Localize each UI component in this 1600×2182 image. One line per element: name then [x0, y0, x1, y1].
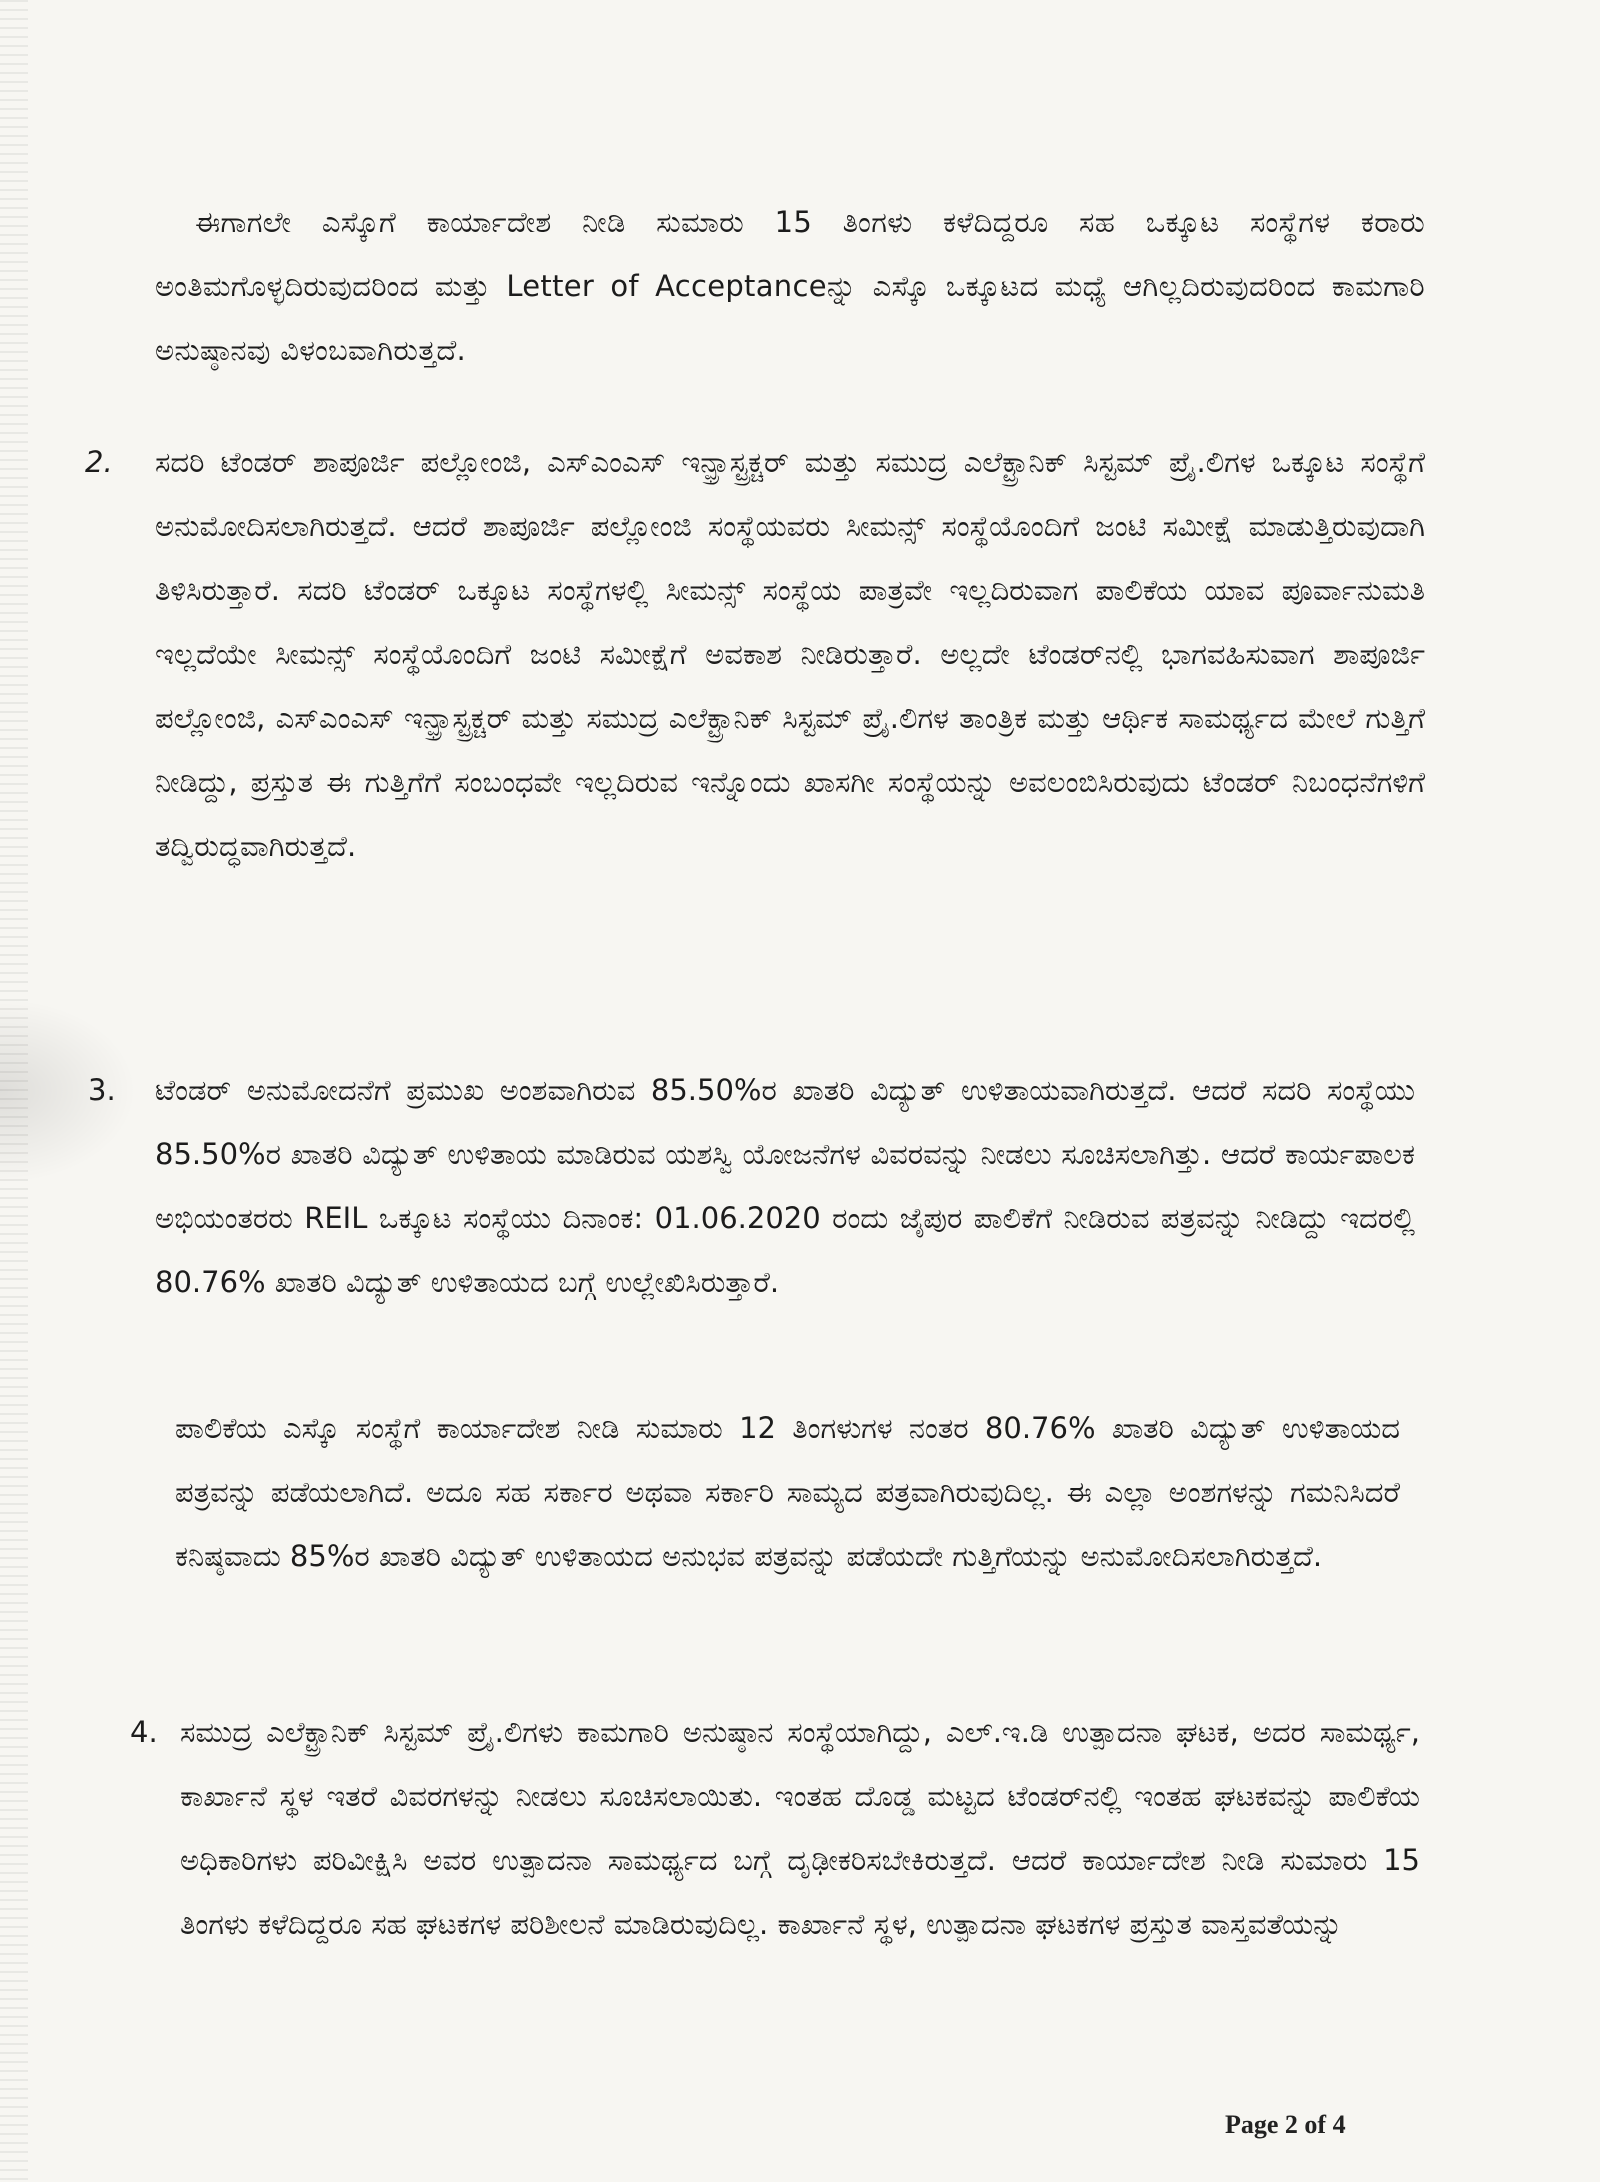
scan-edge: [0, 0, 28, 2182]
item-number: 4.: [130, 1715, 158, 1749]
intro-paragraph: ಈಗಾಗಲೇ ಎಸ್ಕೊಗೆ ಕಾರ್ಯಾದೇಶ ನೀಡಿ ಸುಮಾರು 15 ತಿಂಗಳು ಕಳೆದಿದ್ದರೂ ಸಹ ಒಕ್ಕೂಟ ಸಂಸ್ಥೆಗಳ ಕರಾರು ಅಂತಿಮಗೊಳ್ಳದಿರುವುದರಿಂದ ಮತ್ತು Letter of Acceptanceನ್ನು ಎಸ್ಕೊ ಒಕ್ಕೂಟದ ಮಧ್ಯೆ ಆಗಿಲ್ಲದಿರುವುದರಿಂದ ಕಾಮಗಾರಿ ಅನುಷ್ಠಾನವು ವಿಳಂಬವಾಗಿರುತ್ತದೆ.: [155, 205, 1425, 367]
page-number: Page 2 of 4: [1225, 2110, 1346, 2139]
item-paragraph: ಸದರಿ ಟೆಂಡರ್ ಶಾಪೂರ್ಜಿ ಪಲ್ಲೋಂಜಿ, ಎಸ್‌ಎಂಎಸ್ ಇನ್ಫ್ರಾಸ್ಟ್ರಕ್ಚರ್ ಮತ್ತು ಸಮುದ್ರ ಎಲೆಕ್ಟ್ರಾನಿಕ್ ಸಿಸ್ಟಮ್ ಪ್ರೈ.ಲಿಗಳ ಒಕ್ಕೂಟ ಸಂಸ್ಥೆಗೆ ಅನುಮೋದಿಸಲಾಗಿರುತ್ತದೆ. ಆದರೆ ಶಾಪೂರ್ಜಿ ಪಲ್ಲೋಂಜಿ ಸಂಸ್ಥೆಯವರು ಸೀಮನ್ಸ್ ಸಂಸ್ಥೆಯೊಂದಿಗೆ ಜಂಟಿ ಸಮೀಕ್ಷೆ ಮಾಡುತ್ತಿರುವುದಾಗಿ ತಿಳಿಸಿರುತ್ತಾರೆ. ಸದರಿ ಟೆಂಡರ್ ಒಕ್ಕೂಟ ಸಂಸ್ಥೆಗಳಲ್ಲಿ ಸೀಮನ್ಸ್ ಸಂಸ್ಥೆಯ ಪಾತ್ರವೇ ಇಲ್ಲದಿರುವಾಗ ಪಾಲಿಕೆಯ ಯಾವ ಪೂರ್ವಾನುಮತಿ ಇಲ್ಲದೆಯೇ ಸೀಮನ್ಸ್ ಸಂಸ್ಥೆಯೊಂದಿಗೆ ಜಂಟಿ ಸಮೀಕ್ಷೆಗೆ ಅವಕಾಶ ನೀಡಿರುತ್ತಾರೆ. ಅಲ್ಲದೇ ಟೆಂಡರ್‌ನಲ್ಲಿ ಭಾಗವಹಿಸುವಾಗ ಶಾಪೂರ್ಜಿ ಪಲ್ಲೋಂಜಿ, ಎಸ್‌ಎಂಎಸ್ ಇನ್ಫ್ರಾಸ್ಟ್ರಕ್ಚರ್ ಮತ್ತು ಸಮುದ್ರ ಎಲೆಕ್ಟ್ರಾನಿಕ್ ಸಿಸ್ಟಮ್ ಪ್ರೈ.ಲಿಗಳ ತಾಂತ್ರಿಕ ಮತ್ತು ಆರ್ಥಿಕ ಸಾಮರ್ಥ್ಯದ ಮೇಲೆ ಗುತ್ತಿಗೆ ನೀಡಿದ್ದು, ಪ್ರಸ್ತುತ ಈ ಗುತ್ತಿಗೆಗೆ ಸಂಬಂಧವೇ ಇಲ್ಲದಿರುವ ಇನ್ನೊಂದು ಖಾಸಗೀ ಸಂಸ್ಥೆಯನ್ನು ಅವಲಂಬಿಸಿರುವುದು ಟೆಂಡರ್ ನಿಬಂಧನೆಗಳಿಗೆ ತದ್ವಿರುದ್ಧವಾಗಿರುತ್ತದೆ.: [155, 445, 1425, 863]
item-number: 2.: [85, 445, 113, 479]
item-sub-paragraph: ಪಾಲಿಕೆಯ ಎಸ್ಕೊ ಸಂಸ್ಥೆಗೆ ಕಾರ್ಯಾದೇಶ ನೀಡಿ ಸುಮಾರು 12 ತಿಂಗಳುಗಳ ನಂತರ 80.76% ಖಾತರಿ ವಿದ್ಯುತ್ ಉಳಿತಾಯದ ಪತ್ರವನ್ನು ಪಡೆಯಲಾಗಿದೆ. ಅದೂ ಸಹ ಸರ್ಕಾರ ಅಥವಾ ಸರ್ಕಾರಿ ಸಾಮ್ಯದ ಪತ್ರವಾಗಿರುವುದಿಲ್ಲ. ಈ ಎಲ್ಲಾ ಅಂಶಗಳನ್ನು ಗಮನಿಸಿದರೆ ಕನಿಷ್ಠವಾದು 85%ರ ಖಾತರಿ ವಿದ್ಯುತ್ ಉಳಿತಾಯದ ಅನುಭವ ಪತ್ರವನ್ನು ಪಡೆಯದೇ ಗುತ್ತಿಗೆಯನ್ನು ಅನುಮೋದಿಸಲಾಗಿರುತ್ತದೆ.: [175, 1411, 1400, 1573]
item-paragraph: ಟೆಂಡರ್ ಅನುಮೋದನೆಗೆ ಪ್ರಮುಖ ಅಂಶವಾಗಿರುವ 85.50%ರ ಖಾತರಿ ವಿದ್ಯುತ್ ಉಳಿತಾಯವಾಗಿರುತ್ತದೆ. ಆದರೆ ಸದರಿ ಸಂಸ್ಥೆಯು 85.50%ರ ಖಾತರಿ ವಿದ್ಯುತ್ ಉಳಿತಾಯ ಮಾಡಿರುವ ಯಶಸ್ವಿ ಯೋಜನೆಗಳ ವಿವರವನ್ನು ನೀಡಲು ಸೂಚಿಸಲಾಗಿತ್ತು. ಆದರೆ ಕಾರ್ಯಪಾಲಕ ಅಭಿಯಂತರರು REIL ಒಕ್ಕೂಟ ಸಂಸ್ಥೆಯು ದಿನಾಂಕ: 01.06.2020 ರಂದು ಜೈಪುರ ಪಾಲಿಕೆಗೆ ನೀಡಿರುವ ಪತ್ರವನ್ನು ನೀಡಿದ್ದು ಇದರಲ್ಲಿ 80.76% ಖಾತರಿ ವಿದ್ಯುತ್ ಉಳಿತಾಯದ ಬಗ್ಗೆ ಉಲ್ಲೇಖಿಸಿರುತ್ತಾರೆ.: [155, 1073, 1415, 1299]
item-paragraph: ಸಮುದ್ರ ಎಲೆಕ್ಟ್ರಾನಿಕ್ ಸಿಸ್ಟಮ್ ಪ್ರೈ.ಲಿಗಳು ಕಾಮಗಾರಿ ಅನುಷ್ಠಾನ ಸಂಸ್ಥೆಯಾಗಿದ್ದು, ಎಲ್.ಇ.ಡಿ ಉತ್ಪಾದನಾ ಘಟಕ, ಅದರ ಸಾಮರ್ಥ್ಯ, ಕಾರ್ಖಾನೆ ಸ್ಥಳ ಇತರೆ ವಿವರಗಳನ್ನು ನೀಡಲು ಸೂಚಿಸಲಾಯಿತು. ಇಂತಹ ದೊಡ್ಡ ಮಟ್ಟದ ಟೆಂಡರ್‌ನಲ್ಲಿ ಇಂತಹ ಘಟಕವನ್ನು ಪಾಲಿಕೆಯ ಅಧಿಕಾರಿಗಳು ಪರಿವೀಕ್ಷಿಸಿ ಅವರ ಉತ್ಪಾದನಾ ಸಾಮರ್ಥ್ಯದ ಬಗ್ಗೆ ದೃಢೀಕರಿಸಬೇಕಿರುತ್ತದೆ. ಆದರೆ ಕಾರ್ಯಾದೇಶ ನೀಡಿ ಸುಮಾರು 15 ತಿಂಗಳು ಕಳೆದಿದ್ದರೂ ಸಹ ಘಟಕಗಳ ಪರಿಶೀಲನೆ ಮಾಡಿರುವುದಿಲ್ಲ. ಕಾರ್ಖಾನೆ ಸ್ಥಳ, ಉತ್ಪಾದನಾ ಘಟಕಗಳ ಪ್ರಸ್ತುತ ವಾಸ್ತವತೆಯನ್ನು: [180, 1715, 1420, 1941]
item-number: 3.: [88, 1073, 116, 1107]
